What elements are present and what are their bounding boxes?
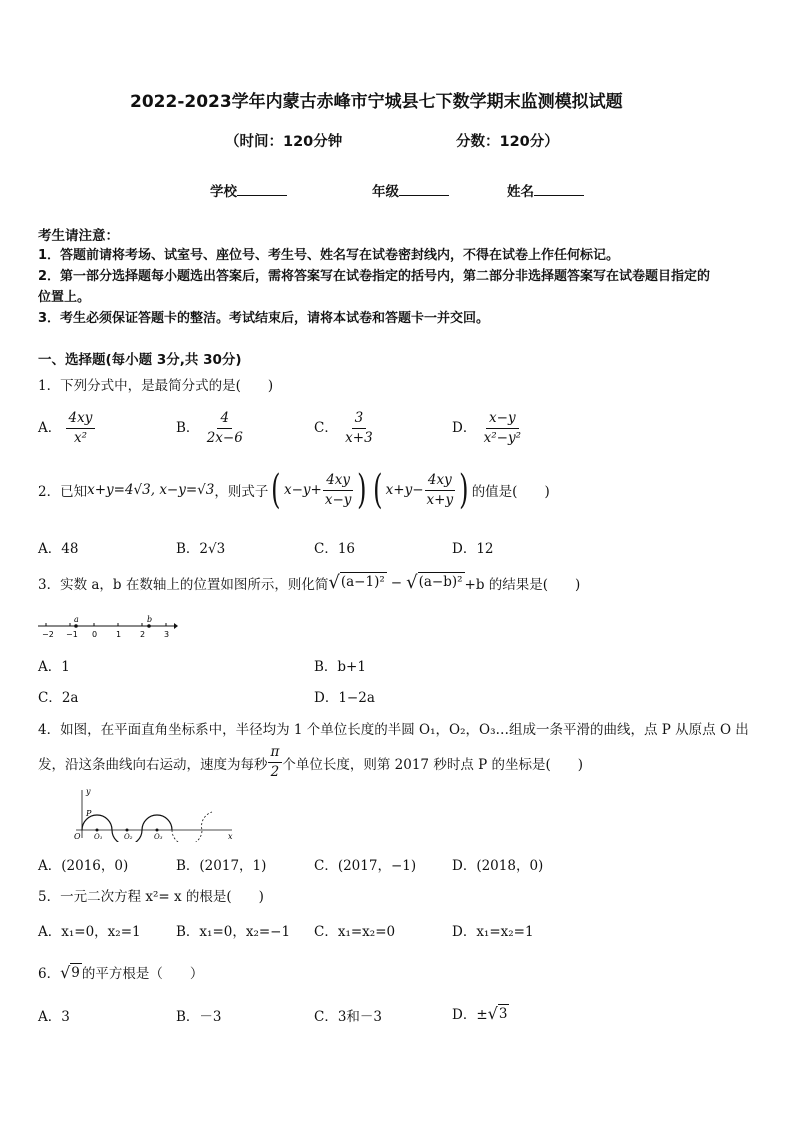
q6-prefix: 6． bbox=[38, 966, 61, 982]
question-4-option-c[interactable]: C．(2017，−1) bbox=[314, 858, 417, 874]
o2-label: O₂ bbox=[124, 833, 133, 841]
fraction: $\frac{4xy}{x+y}$ bbox=[426, 471, 454, 508]
fraction: $\frac{4xy}{x-y}$ bbox=[324, 471, 352, 508]
q2-condition: x+y=4√3, x−y=√3 bbox=[87, 482, 215, 498]
school-field bbox=[210, 180, 287, 200]
question-2-option-d[interactable]: D．12 bbox=[452, 541, 494, 557]
fraction: $\frac{\pi}{2}$ bbox=[268, 744, 283, 781]
question-5-stem: 5．一元二次方程 x²= x 的根是( ) bbox=[38, 889, 264, 905]
notice-item-1: 1．答题前请将考场、试室号、座位号、考生号、姓名写在试卷密封线内，不得在试卷上作任何标记。 bbox=[38, 248, 620, 263]
question-3-stem bbox=[38, 572, 580, 593]
q2-suffix: 的值是( ) bbox=[471, 484, 550, 500]
question-4-option-a[interactable]: A．(2016，0) bbox=[38, 858, 129, 874]
fraction: $\frac{4}{2x-6}$ bbox=[206, 410, 243, 446]
question-6-option-d[interactable] bbox=[452, 1003, 509, 1023]
question-2-stem bbox=[38, 467, 550, 513]
x-label: x bbox=[228, 832, 233, 841]
q3-stem-pre: 3．实数 a，b 在数轴上的位置如图所示，则化简 bbox=[38, 576, 329, 593]
name-field bbox=[507, 180, 584, 200]
question-6-option-c[interactable]: C．3和－3 bbox=[314, 1009, 383, 1025]
question-4-line-2 bbox=[38, 744, 583, 781]
question-1-option-b[interactable] bbox=[176, 410, 246, 447]
center-o2-dot bbox=[126, 829, 129, 832]
q4-line2-post: 个单位长度，则第 2017 秒时点 P 的坐标是( ) bbox=[282, 756, 584, 773]
tick-label: −2 bbox=[42, 630, 54, 639]
question-3-option-b[interactable]: B．b+1 bbox=[314, 659, 366, 675]
arrow-icon bbox=[174, 623, 178, 629]
minus-sign: − bbox=[390, 574, 403, 591]
q2-mid: ，则式子 bbox=[214, 484, 269, 500]
point-a-dot bbox=[74, 624, 78, 628]
notice-heading: 考生请注意： bbox=[38, 228, 119, 244]
radical-sign: √ bbox=[328, 572, 340, 593]
point-p-label: P bbox=[86, 809, 92, 818]
tick-label: 3 bbox=[164, 630, 170, 639]
o1-label: O₁ bbox=[94, 833, 103, 841]
paren-open: ( bbox=[373, 467, 383, 513]
tick-label: 0 bbox=[92, 630, 98, 639]
question-1-option-a[interactable] bbox=[38, 410, 95, 447]
name-blank[interactable] bbox=[534, 182, 584, 196]
notice-item-2: 2．第一部分选择题每小题选出答案后，需将答案写在试卷指定的括号内，第二部分非选择题答案写在试卷题目指定的 bbox=[38, 269, 711, 284]
q3-stem-post: +b 的结果是( ) bbox=[464, 576, 581, 593]
paren-open: ( bbox=[271, 467, 281, 513]
point-a-label: a bbox=[74, 615, 79, 624]
tick-label: 2 bbox=[140, 630, 146, 639]
question-3-option-c[interactable]: C．2a bbox=[38, 690, 79, 706]
question-5-option-c[interactable]: C．x₁=x₂=0 bbox=[314, 924, 396, 940]
sqrt-expression: √ (a−1)² bbox=[328, 572, 385, 593]
q4-line2-pre: 发，沿这条曲线向右运动，速度为每秒 bbox=[38, 756, 268, 773]
school-label: 学校 bbox=[210, 184, 237, 200]
grade-field bbox=[372, 180, 449, 200]
question-2-option-c[interactable]: C．16 bbox=[314, 541, 356, 557]
question-6-option-b[interactable]: B．－3 bbox=[176, 1009, 222, 1025]
option-label: B． bbox=[176, 420, 200, 436]
notice-item-3: 3．考生必须保证答题卡的整洁。考试结束后，请将本试卷和答题卡一并交回。 bbox=[38, 311, 490, 326]
page-title: 2022-2023学年内蒙古赤峰市宁城县七下数学期末监测模拟试题 bbox=[130, 92, 623, 112]
question-1-option-c[interactable] bbox=[314, 410, 376, 447]
question-2-option-b[interactable]: B．2√3 bbox=[176, 541, 226, 557]
sqrt-expression: √ (a−b)² bbox=[406, 572, 463, 593]
question-5-option-d[interactable]: D．x₁=x₂=1 bbox=[452, 924, 534, 940]
question-5-option-a[interactable]: A．x₁=0，x₂=1 bbox=[38, 924, 141, 940]
tick-label: −1 bbox=[66, 630, 78, 639]
radical-sign: √ bbox=[60, 962, 71, 982]
sqrt-expression: √ 9 bbox=[60, 962, 80, 982]
o3-label: O₃ bbox=[154, 833, 163, 841]
y-label: y bbox=[86, 787, 91, 796]
question-4-option-b[interactable]: B．(2017，1) bbox=[176, 858, 267, 874]
paren-close: ) bbox=[357, 467, 367, 513]
q6-stem-text: 的平方根是（ ） bbox=[81, 966, 204, 982]
point-b-label: b bbox=[147, 615, 153, 624]
question-3-option-d[interactable]: D．1−2a bbox=[314, 690, 375, 706]
center-o3-dot bbox=[156, 829, 159, 832]
question-1-stem: 1．下列分式中，是最简分式的是( ) bbox=[38, 378, 274, 394]
section-heading: 一、选择题(每小题 3分,共 30分) bbox=[38, 352, 242, 368]
exam-time: （时间：120分钟 bbox=[225, 134, 343, 150]
school-blank[interactable] bbox=[237, 182, 287, 196]
option-label: D．± bbox=[452, 1007, 488, 1023]
option-label: C． bbox=[314, 420, 338, 436]
fraction: $\frac{3}{x+3}$ bbox=[345, 410, 373, 446]
grade-blank[interactable] bbox=[399, 182, 449, 196]
notice-item-2-cont: 位置上。 bbox=[38, 290, 91, 305]
q2-expr-left: x−y+ bbox=[283, 482, 322, 498]
question-3-option-a[interactable]: A．1 bbox=[38, 659, 70, 675]
grade-label: 年级 bbox=[372, 184, 399, 200]
tick-label: 1 bbox=[116, 630, 122, 639]
q2-prefix: 2．已知 bbox=[38, 484, 88, 500]
center-o1-dot bbox=[96, 829, 99, 832]
name-label: 姓名 bbox=[507, 184, 534, 200]
curve-dashed bbox=[172, 812, 212, 842]
radical-sign: √ bbox=[487, 1003, 498, 1023]
fraction: $\frac{4xy}{\text{x²}}$ bbox=[66, 410, 96, 447]
radical-sign: √ bbox=[406, 572, 418, 593]
question-1-option-d[interactable] bbox=[452, 410, 524, 447]
sqrt-expression: √ 3 bbox=[487, 1003, 508, 1023]
option-label: A． bbox=[38, 420, 62, 436]
fraction: $\frac{x-y}{\text{x²−y²}}$ bbox=[483, 410, 522, 446]
origin-label: O bbox=[74, 832, 81, 841]
semicircle-curve-figure bbox=[62, 786, 242, 842]
q2-expr-right: x+y− bbox=[385, 482, 424, 498]
question-4-line-1: 4．如图，在平面直角坐标系中，半径均为 1 个单位长度的半圆 O₁，O₂，O₃…组成一条平滑的曲线，点 P 从原点 O 出 bbox=[38, 722, 749, 738]
number-line-figure bbox=[38, 612, 178, 640]
question-6-stem bbox=[38, 962, 203, 982]
question-5-option-b[interactable]: B．x₁=0，x₂=−1 bbox=[176, 924, 291, 940]
paren-close: ) bbox=[459, 467, 469, 513]
question-6-option-a[interactable]: A．3 bbox=[38, 1009, 70, 1025]
question-2-option-a[interactable]: A．48 bbox=[38, 541, 79, 557]
option-label: D． bbox=[452, 420, 477, 436]
exam-score: 分数：120分） bbox=[456, 134, 559, 150]
question-4-option-d[interactable]: D．(2018，0) bbox=[452, 858, 544, 874]
point-b-dot bbox=[147, 624, 151, 628]
